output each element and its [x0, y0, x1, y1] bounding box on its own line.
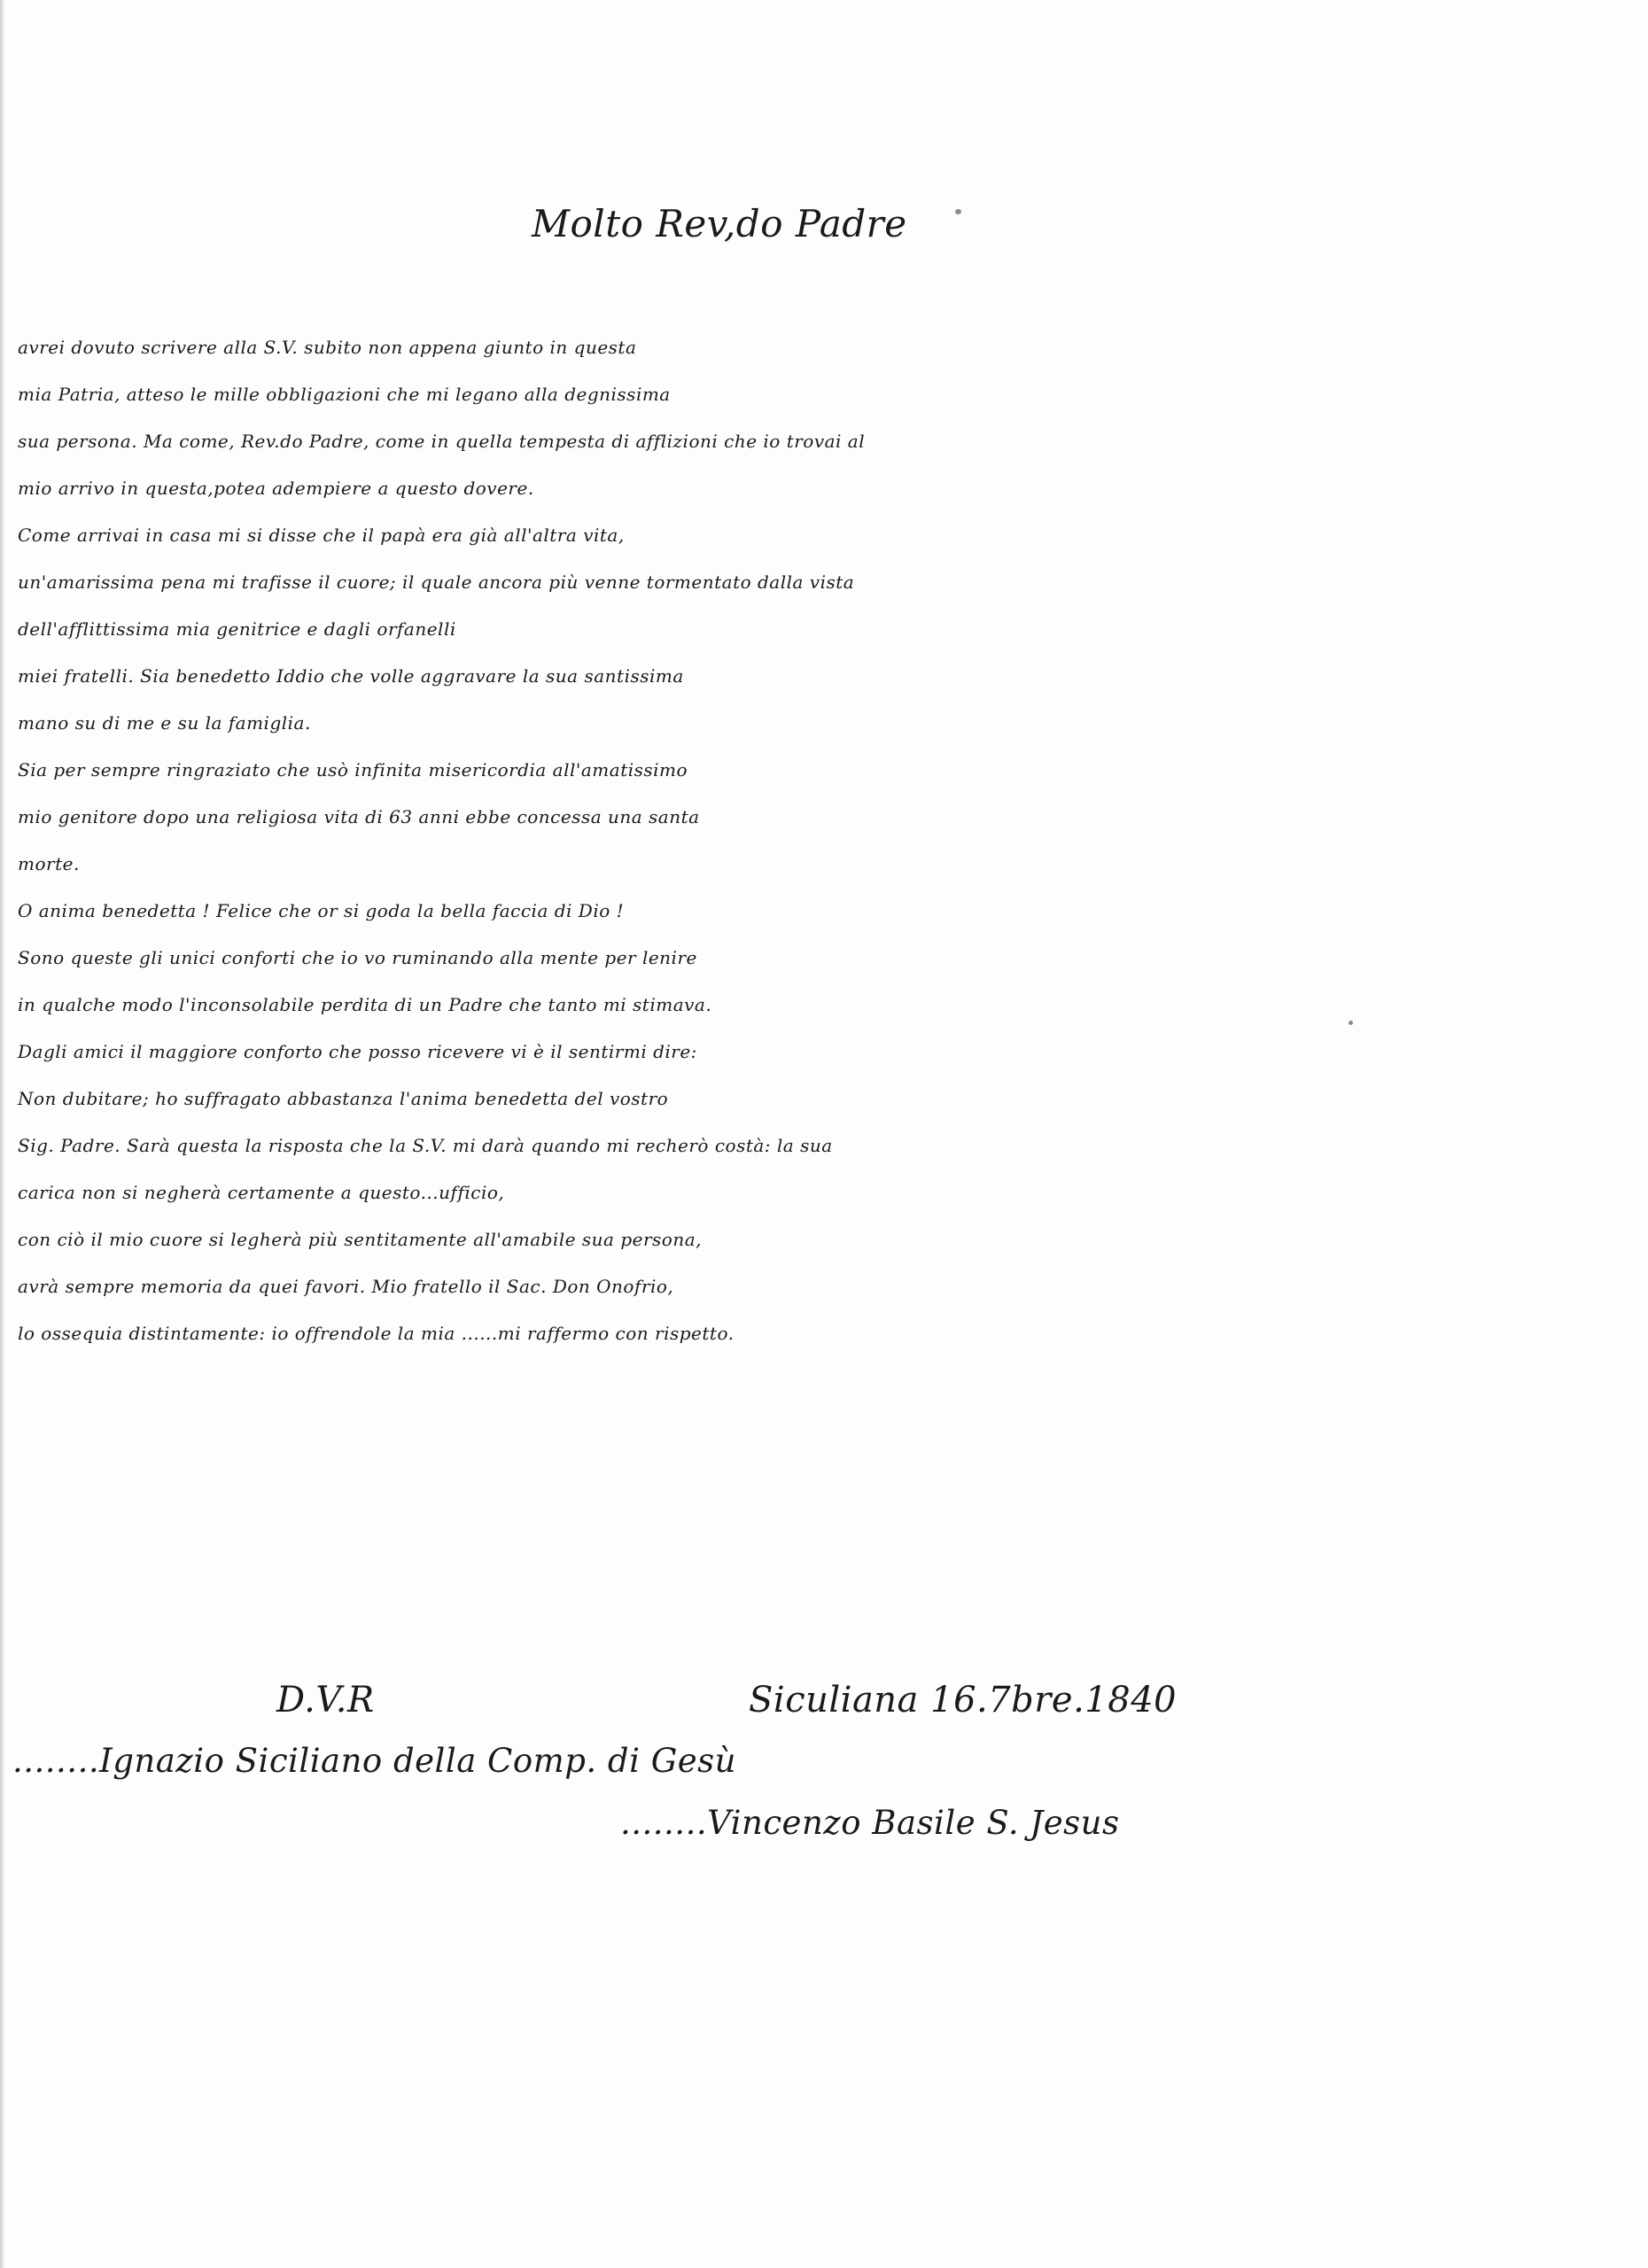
- letter-line: Sig. Padre. Sarà questa la risposta che la S.V. mi darà quando mi recherò costà: la sua: [18, 1135, 833, 1156]
- letter-line: O anima benedetta ! Felice che or si goda la bella faccia di Dio !: [18, 900, 625, 921]
- letter-line: con ciò il mio cuore si legherà più sentitamente all'amabile sua persona,: [18, 1229, 703, 1250]
- letter-line: lo ossequia distintamente: io offrendole la mia ......mi raffermo con rispetto.: [18, 1323, 735, 1344]
- letter-line: Non dubitare; ho suffragato abbastanza l'anima benedetta del vostro: [18, 1088, 669, 1109]
- letter-line: mio arrivo in questa,potea adempiere a questo dovere.: [18, 478, 534, 499]
- letter-line: avrà sempre memoria da quei favori. Mio fratello il Sac. Don Onofrio,: [18, 1276, 674, 1297]
- letter-line: Sono queste gli unici conforti che io vo ruminando alla mente per lenire: [18, 947, 697, 968]
- ink-speck: [955, 209, 961, 214]
- signature-ignazio-siciliano: ........Ignazio Siciliano della Comp. di Gesù: [12, 1742, 736, 1780]
- letter-line: Sia per sempre ringraziato che usò infinita misericordia all'amatissimo: [18, 759, 688, 781]
- letter-line: mia Patria, atteso le mille obbligazioni che mi legano alla degnissima: [18, 384, 671, 405]
- letter-line: in qualche modo l'inconsolabile perdita di un Padre che tanto mi stimava.: [18, 994, 712, 1015]
- letter-line: avrei dovuto scrivere alla S.V. subito non appena giunto in questa: [18, 337, 637, 358]
- letter-line: mano su di me e su la famiglia.: [18, 712, 311, 734]
- letter-line: sua persona. Ma come, Rev.do Padre, come in quella tempesta di afflizioni che io trovai al: [18, 431, 866, 452]
- letter-line: Come arrivai in casa mi si disse che il papà era già all'altra vita,: [18, 524, 625, 546]
- place-date: Siculiana 16.7bre.1840: [749, 1680, 1178, 1720]
- letter-line: un'amarissima pena mi trafisse il cuore; il quale ancora più venne tormentato dalla vista: [18, 571, 855, 593]
- letter-line: Dagli amici il maggiore conforto che posso ricevere vi è il sentirmi dire:: [18, 1041, 697, 1062]
- letter-line: mio genitore dopo una religiosa vita di 63 anni ebbe concessa una santa: [18, 806, 700, 827]
- letter-line: dell'afflittissima mia genitrice e dagli orfanelli: [18, 618, 456, 640]
- closing-formula: D.V.R: [276, 1680, 375, 1720]
- letter-line: morte.: [18, 853, 80, 874]
- salutation: Molto Rev,do Padre: [532, 202, 907, 245]
- letter-line: miei fratelli. Sia benedetto Iddio che volle aggravare la sua santissima: [18, 665, 684, 687]
- letter-body: [18, 324, 1630, 1357]
- letter-line: carica non si negherà certamente a questo...ufficio,: [18, 1182, 505, 1203]
- signature-vincenzo-basile: ........Vincenzo Basile S. Jesus: [620, 1804, 1120, 1842]
